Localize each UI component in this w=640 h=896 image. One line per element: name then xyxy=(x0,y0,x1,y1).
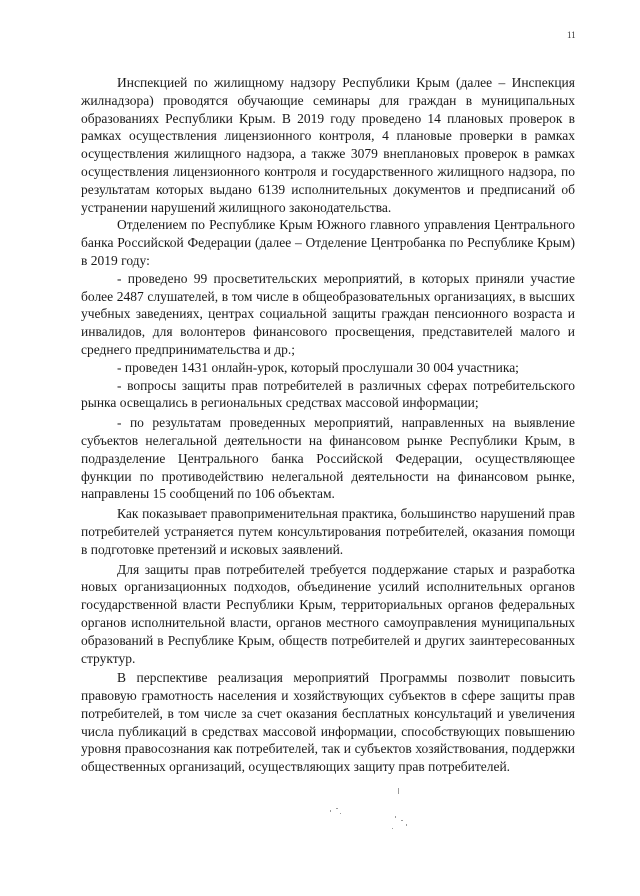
scan-artifact-marks xyxy=(300,780,420,840)
paragraph-housing-inspection: Инспекцией по жилищному надзору Республики Крым (далее – Инспекция жилнадзора) проводятся обучающие семинары для граждан в муниципальных образованиях Республики Крым. В 2019 году проведено 14 плановых проверок в рамках осуществления лицензионного контроля, 4 плановые проверки в рамках осуществления жилищного надзора, а также 3079 внеплановых проверок в рамках осуществления лицензионного контроля и государственного жилищного надзора, по результатам которых выдано 6139 исполнительных документов и предписаний об устранении нарушений жилищного законодательства. xyxy=(81,75,575,215)
list-item-media-coverage: - вопросы защиты прав потребителей в различных сферах потребительского рынка освещались в региональных средствах массовой информации; xyxy=(81,377,575,411)
paragraph-enforcement-practice: Как показывает правоприменительная практика, большинство нарушений прав потребителей устраняется путем консультирования потребителей, оказания помощи в подготовке претензий и исковых заявлений. xyxy=(81,506,575,557)
page-number: 11 xyxy=(567,30,576,40)
list-item-educational-events: - проведено 99 просветительских мероприятий, в которых приняли участие более 2487 слушателей, в том числе в общеобразовательных организациях, в высших учебных заведениях, центрах социальной защиты граждан пенсионного возраста и инвалидов, для волонтеров финансового просвещения, представителей малого и среднего предпринимательства и др.; xyxy=(81,270,575,357)
list-item-illegal-activity: - по результатам проведенных мероприятий, направленных на выявление субъектов нелегальной деятельности на финансовом рынке Республики Крым, в подразделение Центрального банка Российской Федерации, осуществляющее функции по противодействию нелегальной деятельности на финансовом рынке, направлены 15 сообщений по 106 объектам. xyxy=(81,415,575,502)
list-item-online-lessons: - проведен 1431 онлайн-урок, который прослушали 30 004 участника; xyxy=(117,359,519,375)
paragraph-consumer-protection-needs: Для защиты прав потребителей требуется поддержание старых и разработка новых организационных подходов, объединение усилий исполнительных органов государственной власти Республики Крым, территориальных органов федеральных органов исполнительной власти, органов местного самоуправления муниципальных образований в Республике Крым, обществ потребителей и других заинтересованных структур. xyxy=(81,561,575,666)
paragraph-program-outlook: В перспективе реализация мероприятий Программы позволит повысить правовую грамотность населения и хозяйствующих субъектов в сфере защиты прав потребителей, в том числе за счет оказания бесплатных консультаций и увеличения числа публикаций в средствах массовой информации, способствующих повышению уровня правосознания как потребителей, так и субъектов хозяйствования, поддержки общественных организаций, осуществляющих защиту прав потребителей. xyxy=(81,670,575,775)
document-body xyxy=(81,74,575,776)
paragraph-central-bank-intro: Отделением по Республике Крым Южного главного управления Центрального банка Российской Федерации (далее – Отделение Центробанка по Республике Крым) в 2019 году: xyxy=(81,217,575,268)
